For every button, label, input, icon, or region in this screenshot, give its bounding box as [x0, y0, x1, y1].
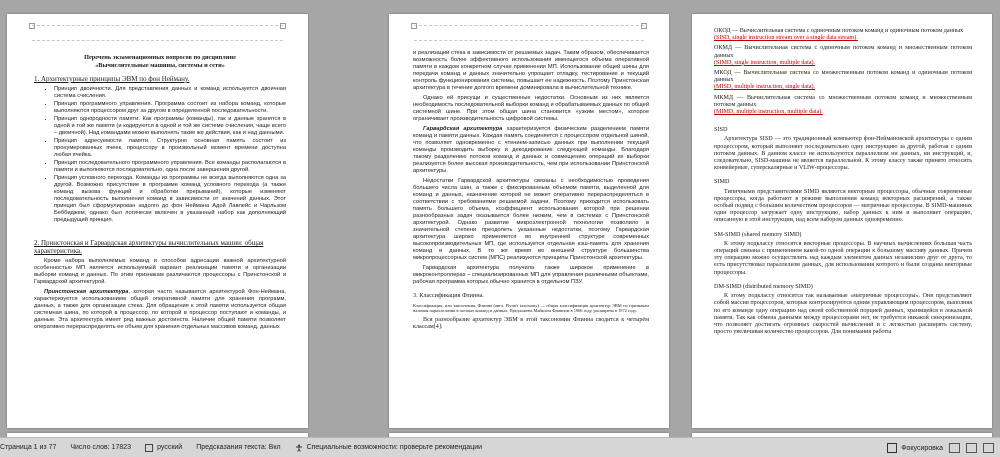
- print-layout-view-icon[interactable]: [966, 443, 977, 453]
- class-item: МКОД — Вычислительная система со множественным потоком команд и одиночным потоком данных (MISD, multiple instruction, single data).: [714, 70, 972, 91]
- read-mode-view-icon[interactable]: [949, 443, 960, 453]
- paragraph: Архитектура SISD — это традиционный компьютер фон-Неймановской архитектуры с одним процессором, который выполняет последовательно одну инструкцию за другой, работая с одним потоком данных. В данном классе не используются параллелизм ни данных, ни инструкций, и, следовательно, SISD-машина не является параллельной. К этому классу также принято относить конвейерные, суперскалярные и VLIW-процессоры.: [714, 136, 972, 172]
- focus-mode-button[interactable]: Фокусировка: [887, 443, 943, 453]
- section-2-heading: 2. Принстонская и Гарвардская архитектуры вычислительных машин: общая характеристика.: [34, 239, 264, 255]
- accessibility-status[interactable]: Специальные возможности: проверьте рекомендации: [295, 444, 483, 452]
- web-layout-view-icon[interactable]: [983, 443, 994, 453]
- document-page-2: [389, 14, 669, 428]
- page-counter[interactable]: Страница 1 из 77: [0, 444, 57, 451]
- class-item: ОКОД — Вычислительная система с одиночным потоком команд и одиночным потоком данных (SISD, single instruction stream over a single data stream).: [714, 28, 964, 42]
- accessibility-icon: [295, 444, 303, 452]
- paragraph: Однако ей присущи и существенные недостатки. Основным из них является необходимость последовательной выборки команд и обрабатываемых данных по общей системной шине. При этом общая шина становится «узким местом», которое ограничивает производительность цифровой системы.: [413, 95, 650, 122]
- list-item: • Принцип однородности памяти. Как программы (команды), так и данные хранятся в одной и той же памяти (и кодируются в одной и той же системе счисления, чаще всего – двоичной). Над командами можно выполнять такие же действия, как и над данными.: [54, 116, 286, 137]
- paragraph: К этому подклассу относятся так называемые «матричные процессоры». Они представляют собой массив процессоров, которые контролируются одним управляющим процессором, выполняя по его команде одну операцию над своей собственной порцией данных, хранящейся в локальной памяти. Так как обмена данными между процессорами нет, не требуется никакой синхронизации, что позволяет достигать огромных скоростей вычислений и с легкостью расширять систему, просто увеличивая количество процессоров. Для понимания работы: [714, 293, 972, 336]
- paragraph: Гарвардская архитектура характеризуется физическим разделением памяти команд и памяти данных. Каждая память соединяется с процессором отдельной шиной, что позволяет одновременно с чтением-записью данных при выполнении текущей команды производить выборку и декодирование следующей команды. Благодаря такому разделению потоков команд и данных и совмещению операций их выборки реализуется более высокая производительность, чем при использовании Принстонской архитектуры.: [413, 126, 649, 174]
- list-item: • Принцип программного управления. Программа состоит из набора команд, которые выполняются процессором друг за другом в определенной последовательности.: [54, 101, 286, 115]
- paragraph: Недостатки Гарвардской архитектуры связаны с необходимостью проведения большего числа шин, а также с фиксированным объемом памяти, выделенной для команд и данных, назначение которой не может оперативно перераспределяться в соответствии с требованиями решаемой задачи. Поэтому приходится использовать память большего объема, коэффициент использования которой при решении разнообразных задач оказывается более низким, чем в системах с Принстонской архитектурой. Однако развитие микроэлектронной технологии позволило в значительной степени преодолеть указанные недостатки, поэтому Гарвардская архитектура широко применяется во внутренней структуре современных высокопроизводительных МП, где используется отдельная кэш-память для хранения команд и данных. В то же время во внешней структуре большинства микропроцессорных систем (МПС) реализуются принципы Принстонской архитектуры.: [413, 178, 649, 261]
- proofing-icon: [145, 444, 153, 452]
- paragraph: Кроме набора выполняемых команд и способов адресации важной архитектурной особенностью МП является используемый вариант реализации памяти и организации выборки команд и данных. По этим признакам различаются процессоры с Принстонской и Гарвардской архитектурой.: [34, 258, 286, 285]
- document-page-3: [692, 14, 992, 428]
- list-item: • Принцип последовательного программного управления. Все команды располагаются в памяти и выполняются последовательно, одна после завершения другой.: [54, 160, 286, 174]
- principles-list: [34, 86, 286, 224]
- paragraph: Вся разнообразие архитектур ЭВМ в этой таксономии Флинна сводится к четырём классам[4]:: [413, 316, 649, 331]
- section-3-heading: 3. Классификация Флинна.: [413, 292, 484, 299]
- document-title: Перечень экзаменационных вопросов по дисциплине «Вычислительные машины, системы и сети»: [84, 54, 236, 69]
- header-area: [32, 25, 283, 41]
- word-count[interactable]: Число слов: 17823: [70, 444, 132, 451]
- paragraph: Классификация, или таксономия, Флинна (англ. Flynn's taxonomy) — общая классификация архитектур ЭВМ по признакам наличия параллелизма в потоках команд и данных. Предложена Майклом Флинном в 1966 году, расширена в 1972 году.: [413, 303, 649, 314]
- simd-heading: SIMD: [714, 178, 730, 186]
- dm-simd-heading: DM-SIMD (distributed memory SIMD): [714, 282, 813, 290]
- focus-icon: [887, 443, 897, 453]
- paragraph: и реализации стека в зависимости от решаемых задач. Таким образом, обеспечивается возможность более эффективного использования имеющегося объема оперативной памяти в каждом конкретном случае применения МП. Использование общей шины для передачи команд и данных значительно упрощает отладку, тестирование и текущий контроль функционирования системы, повышает ее надежность. Поэтому Принстонская архитектура в течение долгого времени доминировала в вычислительной технике.: [413, 50, 649, 91]
- list-item: • Принцип адресуемости памяти. Структурно основная память состоит из пронумерованных ячеек, процессору в произвольный момент времени доступна любая ячейка.: [54, 138, 286, 159]
- status-bar: [0, 437, 1000, 457]
- class-item: МКМД — Вычислительная система со множественным потоком команд и множественным потоком данных (MIMD, multiple instruction, multiple data).: [714, 94, 972, 116]
- paragraph: Принстонская архитектура, которая часто называется архитектурой Фон-Неймана, характеризуется использованием общей оперативной памяти для хранения программ, данных, а также для организации стека. Для обращения к этой памяти используется общая системная шина, по которой в процессор, по которой в процессор поступают и команды, и данные. Эта архитектура имеет ряд важных достоинств. Наличие общей памяти позволяет оперативно перераспределять ее объем для хранения отдельных массивов команд, данных: [34, 289, 286, 330]
- sm-simd-heading: SM-SIMD (shared memory SIMD): [714, 230, 802, 238]
- paragraph: К этому подклассу относятся векторные процессоры. В научных вычислениях большая часть операций связана с применением какой-то одной операции к большому массиву данных. Причем эту операцию можно осуществлять над каждым элементом данных независимо друг от друга, то есть присутствовал параллелизм данных, для использования которого и были созданы векторные процессоры.: [714, 240, 972, 276]
- list-item: • Принцип двоичности. Для представления данных и команд используется двоичная система счисления.: [54, 86, 286, 100]
- sisd-heading: SISD: [714, 126, 728, 134]
- header-area: [414, 25, 644, 41]
- text-prediction-status[interactable]: Предсказания текста: Вкл: [196, 444, 281, 451]
- list-item: • Принцип условного перехода. Команды из программы не всегда выполняются одна за другой. Возможно присутствие в программе команд условного перехода (а также команд вызова функций и обработки прерываний), которые изменяют последовательность выполнения команд в зависимости от значений данных. Этот принцип был сформулирован задолго до фон Неймана Адой Лавлейс и Чарльзом Беббиджем, однако был логически включен в указанный набор как дополняющий предыдущий принцип.: [54, 175, 286, 224]
- paragraph: Гарвардская архитектура получила также широкое применение в микроконтроллерах – специализированных МП для управления различными объектами, рабочая программа которых обычно хранится в отдельном ПЗУ.: [413, 265, 649, 285]
- proofing-status[interactable]: русский: [145, 444, 182, 452]
- paragraph: Типичными представителями SIMD являются векторные процессоры, обычные современные процессоры, когда работают в режиме выполнения команд векторных расширений, а также особый подвид с большим количеством процессоров — матричные процессоры. В SIMD-машинах один процессор загружает одну инструкцию, набор данных к ним и выполняет операцию, описанную в этой инструкции, над всем набором данных одновременно.: [714, 188, 972, 224]
- document-page-1: [7, 14, 308, 428]
- section-1-heading: 1. Архитектурные принципы ЭВМ по фон Нейману.: [34, 75, 190, 83]
- class-item: ОКМД — Вычислительная система с одиночным потоком команд и множественным потоком данных (SIMD, single instruction, multiple data).: [714, 45, 972, 66]
